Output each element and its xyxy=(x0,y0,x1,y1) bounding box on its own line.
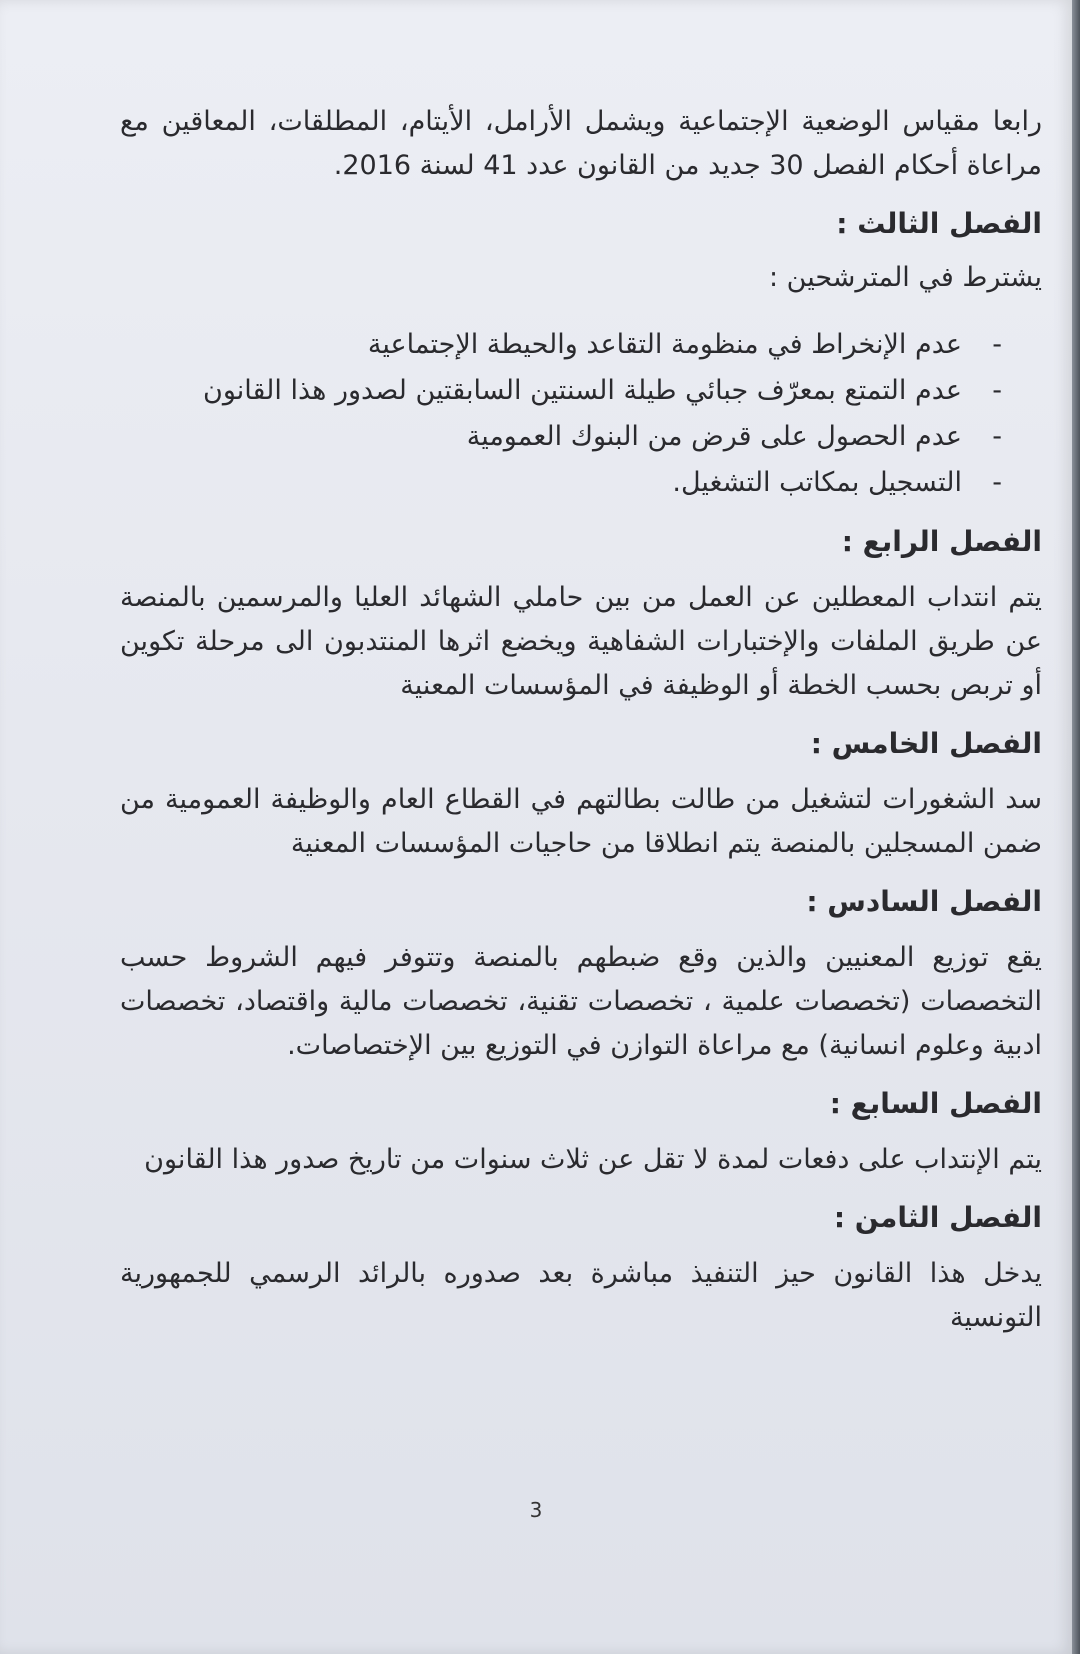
chapter4-text: يتم انتداب المعطلين عن العمل من بين حاملي الشهائد العليا والمرسمين بالمنصة عن طريق الملفات والإختبارات الشفاهية ويخضع اثرها المنتدبون الى مرحلة تكوين أو تربص بحسب الخطة أو الوظيفة في المؤسسات المعنية xyxy=(120,582,1042,701)
chapter3-title: الفصل الثالث : xyxy=(836,207,1042,240)
list-dash: - xyxy=(992,421,1002,452)
page-edge-shadow xyxy=(1072,0,1080,1654)
list-dash: - xyxy=(992,467,1002,498)
condition-text: عدم الحصول على قرض من البنوك العمومية xyxy=(466,421,962,452)
document-body xyxy=(120,100,1042,1354)
chapter8-text: يدخل هذا القانون حيز التنفيذ مباشرة بعد صدوره بالرائد الرسمي للجمهورية التونسية xyxy=(120,1258,1042,1333)
chapter4-title: الفصل الرابع : xyxy=(841,525,1042,558)
chapter7-text: يتم الإنتداب على دفعات لمدة لا تقل عن ثلاث سنوات من تاريخ صدور هذا القانون xyxy=(144,1144,1042,1175)
condition-item xyxy=(120,368,1002,414)
chapter6-text: يقع توزيع المعنيين والذين وقع ضبطهم بالمنصة وتتوفر فيهم الشروط حسب التخصصات (تخصصات علمية ، تخصصات تقنية، تخصصات مالية واقتصاد، تخصصات ادبية وعلوم انسانية) مع مراعاة التوازن في التوزيع بين الإختصاصات. xyxy=(120,942,1042,1061)
chapter6-title: الفصل السادس : xyxy=(806,885,1042,918)
condition-text: عدم الإنخراط في منظومة التقاعد والحيطة الإجتماعية xyxy=(367,329,962,360)
chapter8-title: الفصل الثامن : xyxy=(833,1201,1042,1234)
condition-text: عدم التمتع بمعرّف جبائي طيلة السنتين السابقتين لصدور هذا القانون xyxy=(203,375,962,406)
conditions-list xyxy=(120,322,1042,506)
condition-item xyxy=(120,460,1002,506)
chapter5-title: الفصل الخامس : xyxy=(810,727,1042,760)
condition-item xyxy=(120,414,1002,460)
chapter3-intro: يشترط في المترشحين : xyxy=(768,262,1042,293)
chapter7-title: الفصل السابع : xyxy=(829,1087,1042,1120)
intro-paragraph: رابعا مقياس الوضعية الإجتماعية ويشمل الأرامل، الأيتام، المطلقات، المعاقين مع مراعاة أحكام الفصل 30 جديد من القانون عدد 41 لسنة 2016. xyxy=(120,106,1042,181)
chapter5-text: سد الشغورات لتشغيل من طالت بطالتهم في القطاع العام والوظيفة العمومية من ضمن المسجلين بالمنصة يتم انطلاقا من حاجيات المؤسسات المعنية xyxy=(120,784,1042,859)
page-number: 3 xyxy=(529,1498,543,1522)
condition-text: التسجيل بمكاتب التشغيل. xyxy=(672,467,962,498)
list-dash: - xyxy=(992,329,1002,360)
condition-item xyxy=(120,322,1002,368)
list-dash: - xyxy=(992,375,1002,406)
